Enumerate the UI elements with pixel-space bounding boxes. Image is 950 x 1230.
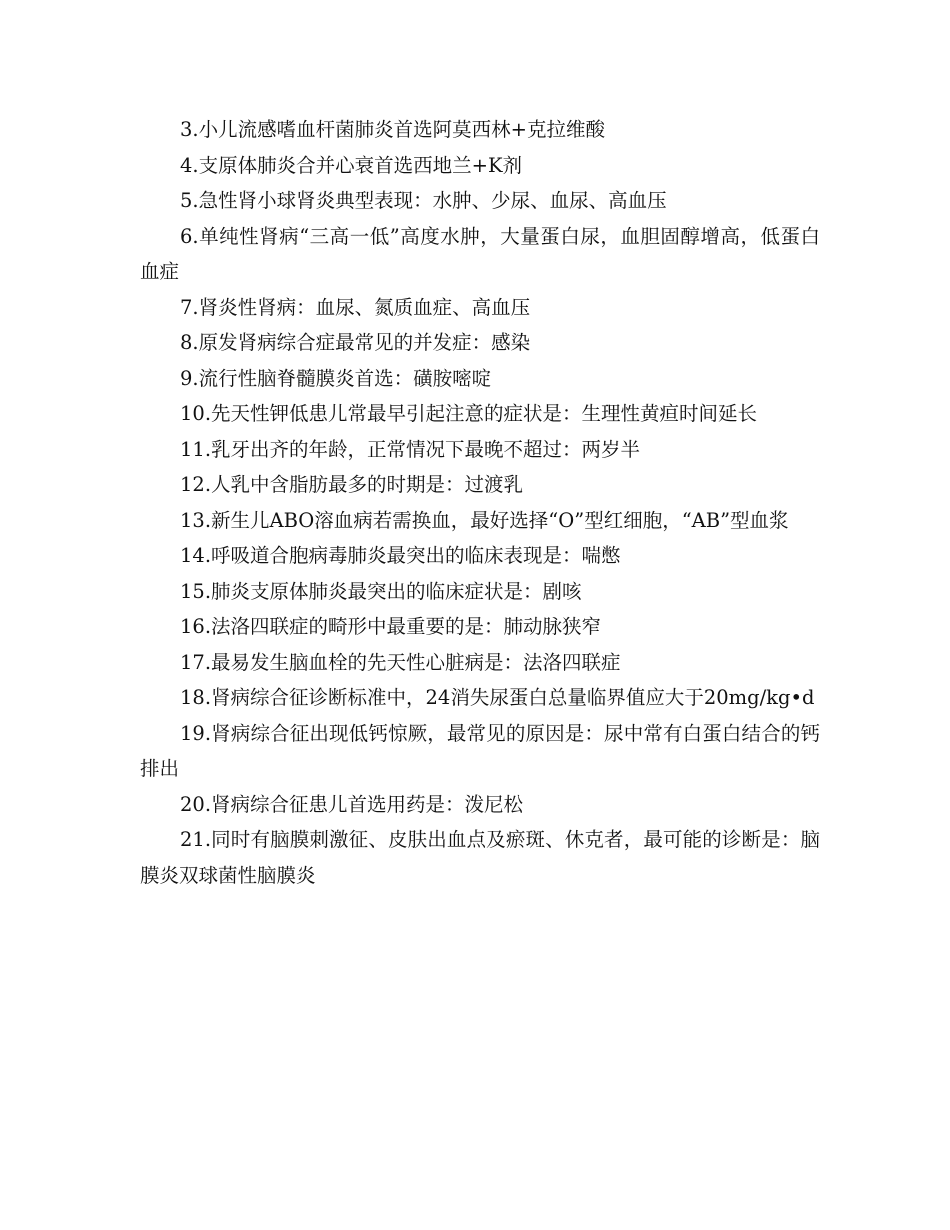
- list-item: 3.小儿流感嗜血杆菌肺炎首选阿莫西林+克拉维酸: [180, 118, 605, 141]
- list-item: 16.法洛四联症的畸形中最重要的是：肺动脉狭窄: [180, 615, 602, 638]
- list-item: 21.同时有脑膜刺激征、皮肤出血点及瘀斑、休克者，最可能的诊断是：脑膜炎双球菌性脑膜炎: [140, 828, 820, 887]
- list-item: 10.先天性钾低患儿常最早引起注意的症状是：生理性黄疸时间延长: [180, 402, 758, 425]
- list-item: 11.乳牙出齐的年龄，正常情况下最晚不超过：两岁半: [180, 437, 641, 461]
- list-item: 6.单纯性肾病“三高一低”高度水肿，大量蛋白尿，血胆固醇增高，低蛋白血症: [140, 224, 820, 283]
- list-item: 17.最易发生脑血栓的先天性心脏病是：法洛四联症: [180, 650, 621, 674]
- list-item: 14.呼吸道合胞病毒肺炎最突出的临床表现是：喘憋: [180, 544, 621, 567]
- list-item: 13.新生儿ABO溶血病若需换血，最好选择“O”型红细胞，“AB”型血浆: [180, 508, 789, 532]
- list-item: 9.流行性脑脊髓膜炎首选：磺胺嘧啶: [180, 366, 492, 390]
- list-item: 8.原发肾病综合症最常见的并发症：感染: [180, 331, 531, 354]
- list-item: 5.急性肾小球肾炎典型表现：水肿、少尿、血尿、高血压: [180, 189, 667, 212]
- list-item: 15.肺炎支原体肺炎最突出的临床症状是：剧咳: [180, 579, 582, 603]
- list-item: 18.肾病综合征诊断标准中，24消失尿蛋白总量临界值应大于20mg/kg•d: [180, 686, 815, 709]
- list-item: 7.肾炎性肾病：血尿、氮质血症、高血压: [180, 295, 531, 319]
- list-item: 4.支原体肺炎合并心衰首选西地兰+K剂: [180, 153, 523, 177]
- list-item: 12.人乳中含脂肪最多的时期是：过渡乳: [180, 473, 524, 496]
- list-item: 19.肾病综合征出现低钙惊厥，最常见的原因是：尿中常有白蛋白结合的钙排出: [140, 721, 820, 780]
- list-item: 20.肾病综合征患儿首选用药是：泼尼松: [180, 792, 524, 816]
- document-body: [140, 112, 820, 893]
